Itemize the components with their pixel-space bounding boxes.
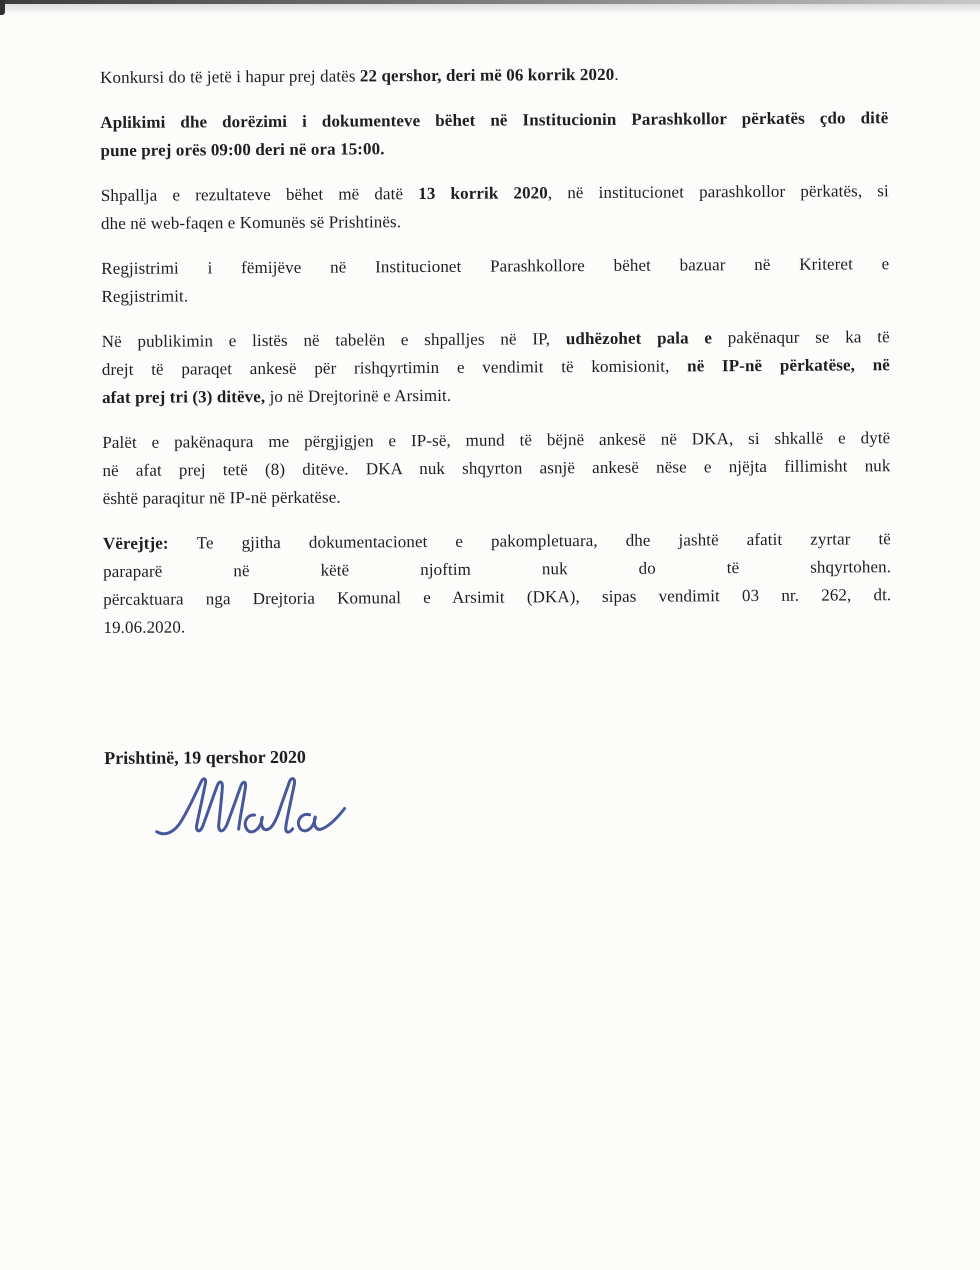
text-line [101,177,889,210]
signature-stroke [156,778,344,834]
paragraph-results-announcement [101,177,889,238]
text-segment: Në publikimin e listës në tabelën e shpalljes në IP, [101,329,566,351]
text-segment: jo në Drejtorinë e Arsimit. [269,385,452,406]
scan-corner-artifact [0,0,5,15]
text-line [103,609,891,642]
text-line [101,205,889,238]
text-segment: pune prej orës 09:00 deri në ora 15:00. [100,139,385,160]
text-segment: në afat prej tetë (8) ditëve. DKA nuk shqyrton asnjë ankesë nëse e njëjta fillimisht nuk [102,456,891,480]
text-segment: afat prej tri (3) ditëve, [101,386,270,407]
signature-ink-icon [150,770,351,855]
text-segment: Te gjitha dokumentacionet e pakompletuara, dhe jashtë afatit zyrtar të [196,529,891,553]
document-content [100,59,893,856]
text-segment: përcaktuara nga Drejtoria Komunal e Arsimit (DKA), sipas vendimit 03 nr. 262, dt. [103,585,892,609]
text-line [102,452,890,485]
signature [150,770,351,855]
text-line [101,278,889,311]
text-segment: drejt të paraqet ankesë për rishqyrtimin e vendimit të komisionit, [101,356,688,379]
text-segment: 19.06.2020. [103,617,186,637]
document-body [100,59,892,642]
text-segment: Vërejtje: [102,533,197,553]
text-segment: është paraqitur në IP-në përkatëse. [102,487,341,508]
paragraph-remark [103,525,892,642]
paragraph-opening-dates [100,59,888,92]
text-line [102,351,890,384]
paragraph-complaint-dka [102,424,890,513]
text-line [100,59,888,92]
text-segment: pakënaqur se ka të [727,327,890,348]
text-line [102,379,890,412]
text-line [100,132,888,165]
text-line [103,480,891,513]
paragraph-complaint-ip [102,323,890,412]
dateline: Prishtinë, 19 qershor 2020 [104,746,306,768]
text-segment: 22 qershor, deri më 06 korrik 2020 [359,64,615,86]
scan-top-shadow-artifact [0,4,980,14]
text-segment: Shpallja e rezultateve bëhet më datë [100,184,419,205]
paragraph-registration-criteria [101,250,889,311]
text-segment: Konkursi do të jetë i hapur prej datës [100,66,360,87]
text-segment: Regjistrimit. [101,286,189,306]
text-segment: dhe në web-faqen e Komunës së Prishtinës. [100,212,402,233]
text-line [101,250,889,283]
text-segment: udhëzohet pala e [565,328,728,349]
text-segment: në IP-në përkatëse, në [687,355,890,376]
text-segment: , në institucionet parashkollor përkatës, si [547,181,889,203]
text-segment: 13 korrik 2020 [418,183,548,204]
text-segment: Regjistrimi i fëmijëve në Institucionet Parashkollore bëhet bazuar në Kriteret e [101,254,890,278]
text-segment: paraparë në këtë njoftim nuk do të shqyrtohen. [103,557,892,581]
text-segment: Palët e pakënaqura me përgjigjen e IP-së, mund të bëjnë ankesë në DKA, si shkallë e dytë [102,428,891,452]
text-segment: Aplikimi dhe dorëzimi i dokumenteve bëhet në Institucionin Parashkollor përkatës çdo ditë [100,108,889,132]
paragraph-application-hours [100,104,888,165]
text-segment: . [614,64,619,84]
text-line [103,581,891,614]
text-line [100,104,888,137]
